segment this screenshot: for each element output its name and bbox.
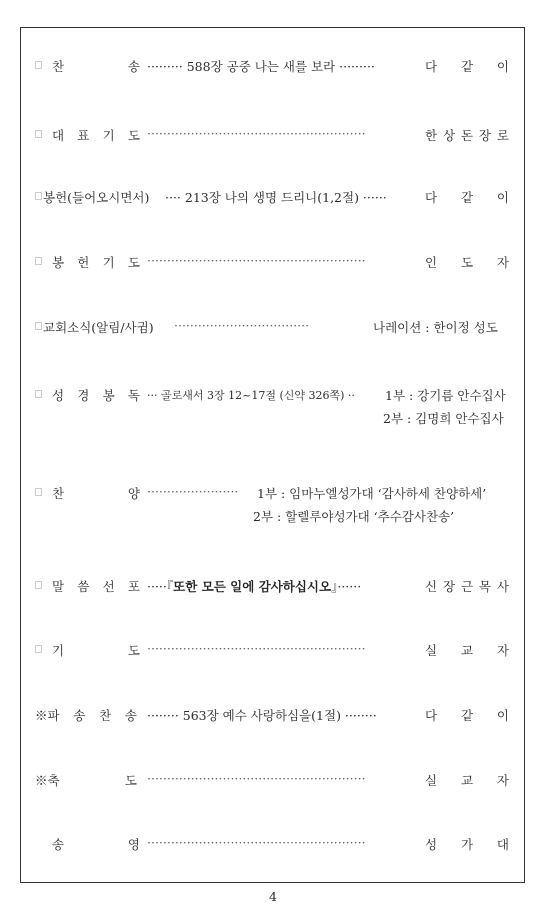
row-performer: 성 가 대 xyxy=(425,837,509,852)
order-row-offering-prayer xyxy=(21,250,524,276)
row-detail: ······················································· xyxy=(147,126,366,141)
row-performer: 인 도 자 xyxy=(425,255,509,270)
row-performer: 다 같 이 xyxy=(425,708,509,723)
row-performer: 1부 : 강기름 안수집사 xyxy=(385,388,506,403)
sermon-suffix: 』······ xyxy=(331,579,362,594)
row-bullet xyxy=(35,192,42,200)
row-bullet xyxy=(35,130,42,138)
row-bullet xyxy=(35,61,42,69)
row-detail: ······················································· xyxy=(147,641,366,656)
order-row-benediction xyxy=(21,768,524,794)
row-bullet xyxy=(35,390,42,398)
row-label: 교회소식(알림/사귐) xyxy=(43,320,154,335)
row-bullet xyxy=(35,322,42,330)
row-detail: ······················································· xyxy=(147,253,366,268)
row-label: 기 도 xyxy=(52,643,140,658)
row-performer: 한 상 돈 장 로 xyxy=(425,128,509,143)
order-row-church-news xyxy=(21,315,524,341)
row-label: 찬 양 xyxy=(52,486,140,501)
row-detail: ···· 213장 나의 생명 드리니(1,2절) ······ xyxy=(165,190,387,205)
row-performer-second: 2부 : 김명희 안수집사 xyxy=(383,411,504,426)
order-row-sermon xyxy=(21,574,524,600)
row-bullet xyxy=(35,581,42,589)
row-detail: ·································· xyxy=(174,318,310,333)
order-row-sending-hymn xyxy=(21,703,524,729)
row-performer: 신 장 근 목 사 xyxy=(425,579,509,594)
row-performer-second: 2부 : 할렐루야성가대 ‘추수감사찬송’ xyxy=(253,509,455,524)
row-bullet xyxy=(35,645,42,653)
order-row-scripture xyxy=(21,383,524,409)
row-label: ※축 도 xyxy=(35,773,137,788)
row-detail: ········· 588장 공중 나는 새를 보라 ········· xyxy=(147,59,375,74)
row-bullet xyxy=(35,257,42,265)
row-performer: 다 같 이 xyxy=(425,190,509,205)
row-detail: ······················· xyxy=(147,484,239,499)
row-performer: 다 같 이 xyxy=(425,59,509,74)
row-performer: 실 교 자 xyxy=(425,643,509,658)
row-label: 송 영 xyxy=(52,837,140,852)
sermon-title: 또한 모든 일에 감사하십시오 xyxy=(173,579,332,594)
worship-order-frame xyxy=(20,27,525,883)
order-row-prayer-2 xyxy=(21,638,524,664)
row-label: 성 경 봉 독 xyxy=(52,388,140,403)
row-detail: ········ 563장 예수 사랑하심을(1절) ········ xyxy=(147,708,377,723)
row-detail: ······················································· xyxy=(147,835,366,850)
row-label: 봉헌(들어오시면서) xyxy=(43,190,150,205)
row-performer: 나레이션 : 한이정 성도 xyxy=(373,320,498,335)
row-detail: ······················································· xyxy=(147,771,366,786)
row-detail xyxy=(147,577,419,595)
row-label: 찬 송 xyxy=(52,59,140,74)
sermon-prefix: ·····『 xyxy=(147,579,174,594)
order-row-anthem xyxy=(21,481,524,507)
row-label: 말 씀 선 포 xyxy=(52,579,140,594)
row-detail: ··· 골로새서 3장 12~17절 (신약 326쪽) ·· xyxy=(147,389,355,402)
order-row-prayer xyxy=(21,123,524,149)
row-label: ※파 송 찬 송 xyxy=(35,708,137,723)
page-number: 4 xyxy=(269,889,277,904)
row-performer: 1부 : 임마누엘성가대 ‘감사하세 찬양하세’ xyxy=(257,486,487,501)
row-performer: 실 교 자 xyxy=(425,773,509,788)
row-label: 봉 헌 기 도 xyxy=(52,255,140,270)
row-label: 대 표 기 도 xyxy=(52,128,140,143)
order-row-doxology xyxy=(21,832,524,858)
order-row-hymn xyxy=(21,54,524,80)
row-bullet xyxy=(35,488,42,496)
order-row-offering xyxy=(21,185,524,211)
